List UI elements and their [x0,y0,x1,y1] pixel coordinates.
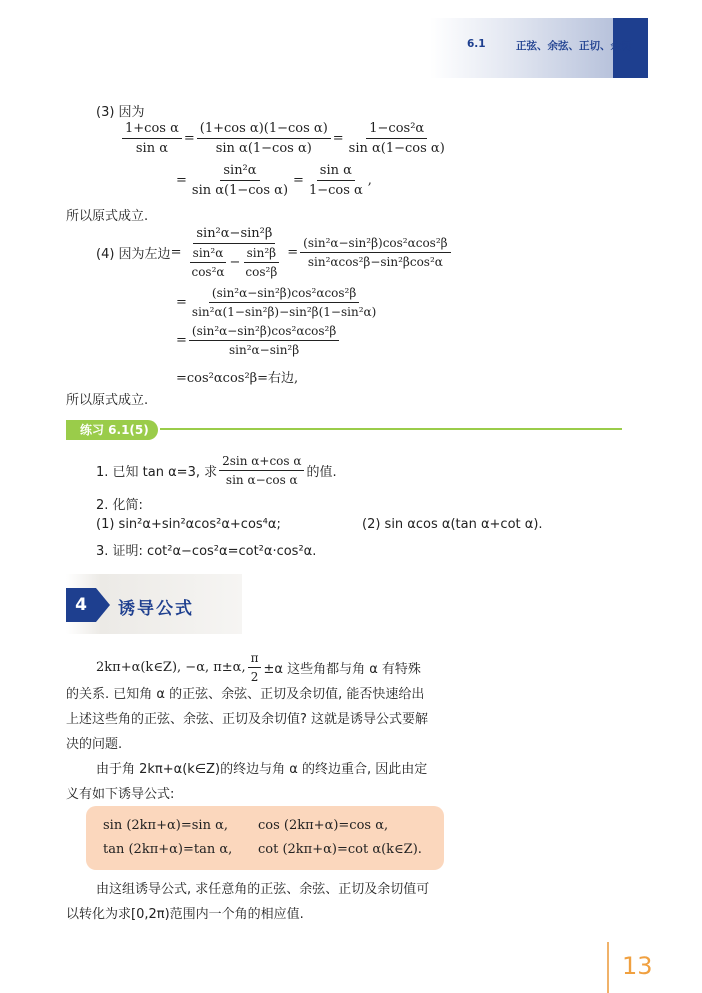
header-section-number: 6.1 [467,38,486,50]
fraction [346,121,448,156]
numerator: (sin²α−sin²β)cos²αcos²β [300,236,450,253]
formula-tan: tan (2kπ+α)=tan α, [103,842,233,857]
numerator: sin²α [220,163,259,181]
numerator: π [248,651,262,668]
denominator: sin α(1−cos α) [191,183,289,198]
denominator: sin²αcos²β−sin²βcos²α [307,255,443,269]
body-line-6: 义有如下诱导公式: [66,787,175,802]
numerator: sin²α−sin²β [193,226,275,244]
proof3-line2: = $\frac{\text{sin²α}}{\text{sin α(1−cos α)}}$ = $\frac{\text{sin α}}{\text{1−cos α}}$ , [176,163,372,198]
exercise-q2a: (1) sin²α+sin²αcos²α+cos⁴α; [96,517,281,532]
header-section-title: 正弦、余弦、正切、余切 [516,40,632,52]
exercise-q2b: (2) sin αcos α(tan α+cot α). [362,517,543,532]
intro-math: 2kπ+α(k∈Z), −α, π±α, [96,660,246,675]
fraction [219,454,304,487]
proof3-line1: $\frac{\text{1+cos α}}{\text{sin α}}$ = $\frac{\text{(1+cos α)(1−cos α)}}{\text{sin α(1−cos α)}}$ = $\frac{\text{1−cos²α}}{\text{sin α(1−cos α)}}$ [120,121,450,156]
compound-denominator: $\frac{\text{sin²α}}{\text{cos²α}}$ − $\frac{\text{sin²β}}{\text{cos²β}}$ [183,244,285,279]
denominator: cos²α [191,265,225,279]
fraction [189,324,339,357]
fraction [300,236,450,269]
section-number: 4 [66,588,96,622]
denominator: 2 [250,670,259,684]
denominator: sin²α−sin²β [229,343,300,357]
numerator: 1−cos²α [366,121,427,139]
proof4-line2: = $\frac{\text{(sin²α−sin²β)cos²αcos²β}}{\text{sin²α(1−sin²β)−sin²β(1−sin²α)}}$ [176,286,381,319]
fraction [306,163,366,198]
formula-sin: sin (2kπ+α)=sin α, [103,818,228,833]
proof4-label: (4) 因为左边 [96,247,171,262]
q1-suffix: 的值. [306,465,337,480]
proof4-conclusion: 所以原式成立. [66,393,149,408]
q1-prefix: 1. 已知 tan α=3, 求 [96,465,218,480]
exercise-tab: 练习 6.1(5) [66,420,158,440]
numerator: sin²β [244,246,279,263]
denominator: 1−cos α [308,183,363,198]
page-number-divider [607,942,609,993]
numerator: sin²α [190,246,227,263]
body-line-3: 上述这些角的正弦、余弦、正切及余切值? 这就是诱导公式要解 [66,712,429,727]
denominator: sin α(1−cos α) [215,141,312,156]
proof4-line1: (4) 因为左边 = sin²α−sin²β $\frac{\text{sin²α}}{\text{cos²α}}$ − $\frac{\text{sin²β}}{\text{cos²β}}$ = $\frac{\text{(sin²α−sin²β)cos²αcos²β}}{\text{sin²αcos²β−sin²βcos²α}}$ [96,226,453,279]
proof4-final: =cos²αcos²β=右边, [176,371,299,386]
fraction [189,163,291,198]
numerator: (1+cos α)(1−cos α) [197,121,331,139]
denominator: cos²β [245,265,278,279]
body-line-8: 以转化为求[0,2π)范围内一个角的相应值. [66,907,304,922]
page-number: 13 [622,952,653,980]
section-title: 诱导公式 [118,599,194,619]
denominator: sin α(1−cos α) [348,141,445,156]
fraction [197,121,331,156]
numerator: sin α [317,163,355,181]
fraction [242,246,280,279]
denominator: sin α [135,141,168,156]
denominator: sin α−cos α [225,473,298,487]
fraction [248,651,262,684]
numerator: 1+cos α [122,121,182,139]
numerator: (sin²α−sin²β)cos²αcos²β [189,324,339,341]
body-line-5: 由于角 2kπ+α(k∈Z)的终边与角 α 的终边重合, 因此由定 [96,762,428,777]
fraction [183,226,285,279]
exercise-divider [160,428,622,430]
formula-box [86,806,444,870]
body-line-7: 由这组诱导公式, 求任意角的正弦、余弦、正切及余切值可 [96,882,430,897]
proof4-line3: = $\frac{\text{(sin²α−sin²β)cos²αcos²β}}{\text{sin²α−sin²β}}$ [176,324,341,357]
proof3-label: (3) 因为 [96,105,145,120]
fraction [122,121,182,156]
body-intro-line [96,651,421,684]
intro-tail: ±α 这些角都与角 α 有特殊 [263,662,421,677]
body-line-4: 决的问题. [66,737,123,752]
body-line-2: 的关系. 已知角 α 的正弦、余弦、正切及余切值, 能否快速给出 [66,687,425,702]
numerator: (sin²α−sin²β)cos²αcos²β [209,286,359,303]
formula-cos: cos (2kπ+α)=cos α, [258,818,389,833]
fraction [189,286,379,319]
numerator: 2sin α+cos α [219,454,304,471]
formula-cot: cot (2kπ+α)=cot α(k∈Z). [258,842,422,857]
fraction [188,246,227,279]
exercise-q2-label: 2. 化简: [96,498,143,513]
section-arrow-icon [96,588,110,622]
exercise-q3: 3. 证明: cot²α−cos²α=cot²α·cos²α. [96,544,317,559]
exercise-q1 [96,454,337,487]
denominator: sin²α(1−sin²β)−sin²β(1−sin²α) [191,305,377,319]
proof3-conclusion: 所以原式成立. [66,209,149,224]
